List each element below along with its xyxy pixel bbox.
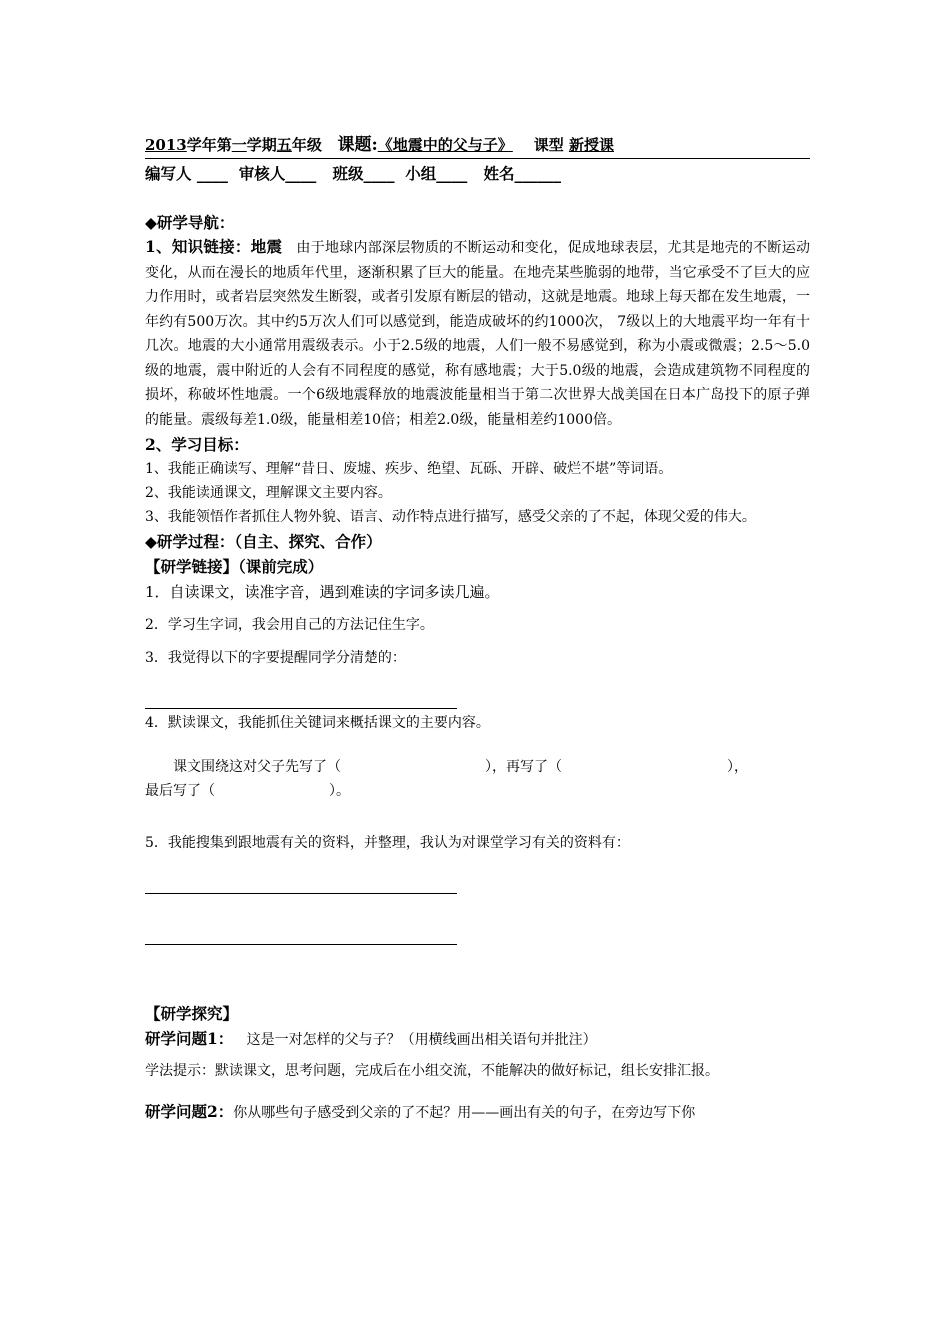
goal-item: 2、我能读通课文，理解课文主要内容。 <box>145 485 392 501</box>
semester-suffix: 学期 <box>246 136 277 154</box>
topic-value: 《地震中的父与子》 <box>377 136 513 154</box>
reviewer-field[interactable]: ____ <box>285 164 317 183</box>
type-label: 课型 <box>533 136 564 154</box>
group-label: 小组 <box>405 164 437 183</box>
summary-blank-1[interactable] <box>377 755 485 777</box>
summary-line-1 <box>145 755 810 779</box>
q2-label: 研学问题2： <box>145 1102 234 1121</box>
step-1: 1．自读课文，读准字音，遇到难读的字词多读几遍。 <box>145 583 500 601</box>
summary-line-2 <box>145 779 810 803</box>
group-field[interactable]: ____ <box>436 164 468 183</box>
summary-blank-3[interactable] <box>227 779 327 801</box>
step-5: 5．我能搜集到跟地震有关的资料，并整理，我认为对课堂学习有关的资料有： <box>145 835 630 851</box>
goal-item: 1、我能正确读写、理解“昔日、废墟、疾步、绝望、瓦砾、开辟、破烂不堪”等词语。 <box>145 461 673 477</box>
type-value: 新授课 <box>568 136 614 154</box>
summary-part-c: ）， <box>727 759 748 775</box>
knowledge-text: 由于地球内部深层物质的不断运动和变化，促成地球表层，尤其是地壳的不断运动变化，从而在漫长的地质年代里，逐渐积累了巨大的能量。在地壳某些脆弱的地带，当它承受不了巨大的应力作用时，或者岩层突然发生断裂，或者引发原有断层的错动，这就是地震。地球上每天都在发生地震，一年约有500万次。其中约5万次人们可以感觉到，能造成破坏的约1000次， 7级以上的大地震平均一年有十几次。地震的大小通常用震级表示。小于2.5级的地震，人们一般不易感觉到，称为小震或微震；2.5～5.0级的地震，震中附近的人会有不同程度的感觉，称有感地震；大于5.0级的地震，会造成建筑物不同程度的损坏，称破坏性地震。一个6级地震释放的地震波能量相当于第二次世界大战美国在日本广岛投下的原子弹的能量。震级每差1.0级，能量相差10倍；相差2.0级，能量相差约1000倍。 <box>145 240 810 428</box>
writer-field[interactable]: ____ <box>196 164 228 183</box>
summary-part-b: ），再写了（ <box>485 759 562 775</box>
goals-title: 2、学习目标： <box>145 435 249 454</box>
class-field[interactable]: ____ <box>363 164 395 183</box>
name-field[interactable]: ______ <box>514 164 561 183</box>
summary-part-e: ）。 <box>329 783 350 799</box>
grade-number: 五 <box>276 136 292 154</box>
question-2 <box>145 1099 810 1126</box>
q1-label: 研学问题1： <box>145 1029 234 1048</box>
step-4: 4．默读课文，我能抓住关键词来概括课文的主要内容。 <box>145 715 490 731</box>
knowledge-term: 地震 <box>250 237 283 256</box>
reviewer-label: 审核人 <box>238 164 286 183</box>
summary-blank-2[interactable] <box>589 755 727 777</box>
knowledge-label: 1、知识链接： <box>145 237 251 256</box>
explore-title: 【研学探究】 <box>145 1004 239 1023</box>
header-line-2 <box>145 161 810 187</box>
name-label: 姓名 <box>483 164 515 183</box>
writer-label: 编写人 <box>145 164 192 183</box>
method-hint: 学法提示：默读课文，思考问题，完成后在小组交流，不能解决的做好标记，组长安排汇报。 <box>145 1063 719 1079</box>
summary-part-a: 课文围绕这对父子先写了（ <box>173 759 341 775</box>
step-3: 3．我觉得以下的字要提醒同学分清楚的： <box>145 650 406 666</box>
q1-text: 这是一对怎样的父与子？（用横线画出相关语句并批注） <box>246 1032 597 1048</box>
header-line-1 <box>145 132 810 159</box>
topic-label: 课题: <box>337 135 378 155</box>
worksheet <box>145 132 810 1126</box>
link-title: 【研学链接】（课前完成） <box>145 557 324 576</box>
nav-title: ◆研学导航： <box>145 213 235 232</box>
question-1 <box>145 1026 810 1053</box>
goal-item: 3、我能领悟作者抓住人物外貌、语言、动作特点进行描写，感受父亲的了不起，体现父爱的伟大。 <box>145 509 756 525</box>
grade-suffix: 年级 <box>291 136 322 154</box>
summary-part-d: 最后写了（ <box>145 783 215 799</box>
class-label: 班级 <box>332 164 364 183</box>
year: 2013 <box>145 136 187 154</box>
q2-text: 你从哪些句子感受到父亲的了不起？用——画出有关的句子，在旁边写下你 <box>233 1105 696 1121</box>
knowledge-paragraph <box>145 235 810 432</box>
answer-line-step-3[interactable] <box>145 708 457 709</box>
step-2: 2．学习生字词，我会用自己的方法记住生字。 <box>145 617 434 633</box>
process-title: ◆研学过程：（自主、探究、合作） <box>145 532 382 551</box>
semester-prefix: 学年第 <box>186 136 232 154</box>
semester-number: 一 <box>231 136 247 154</box>
